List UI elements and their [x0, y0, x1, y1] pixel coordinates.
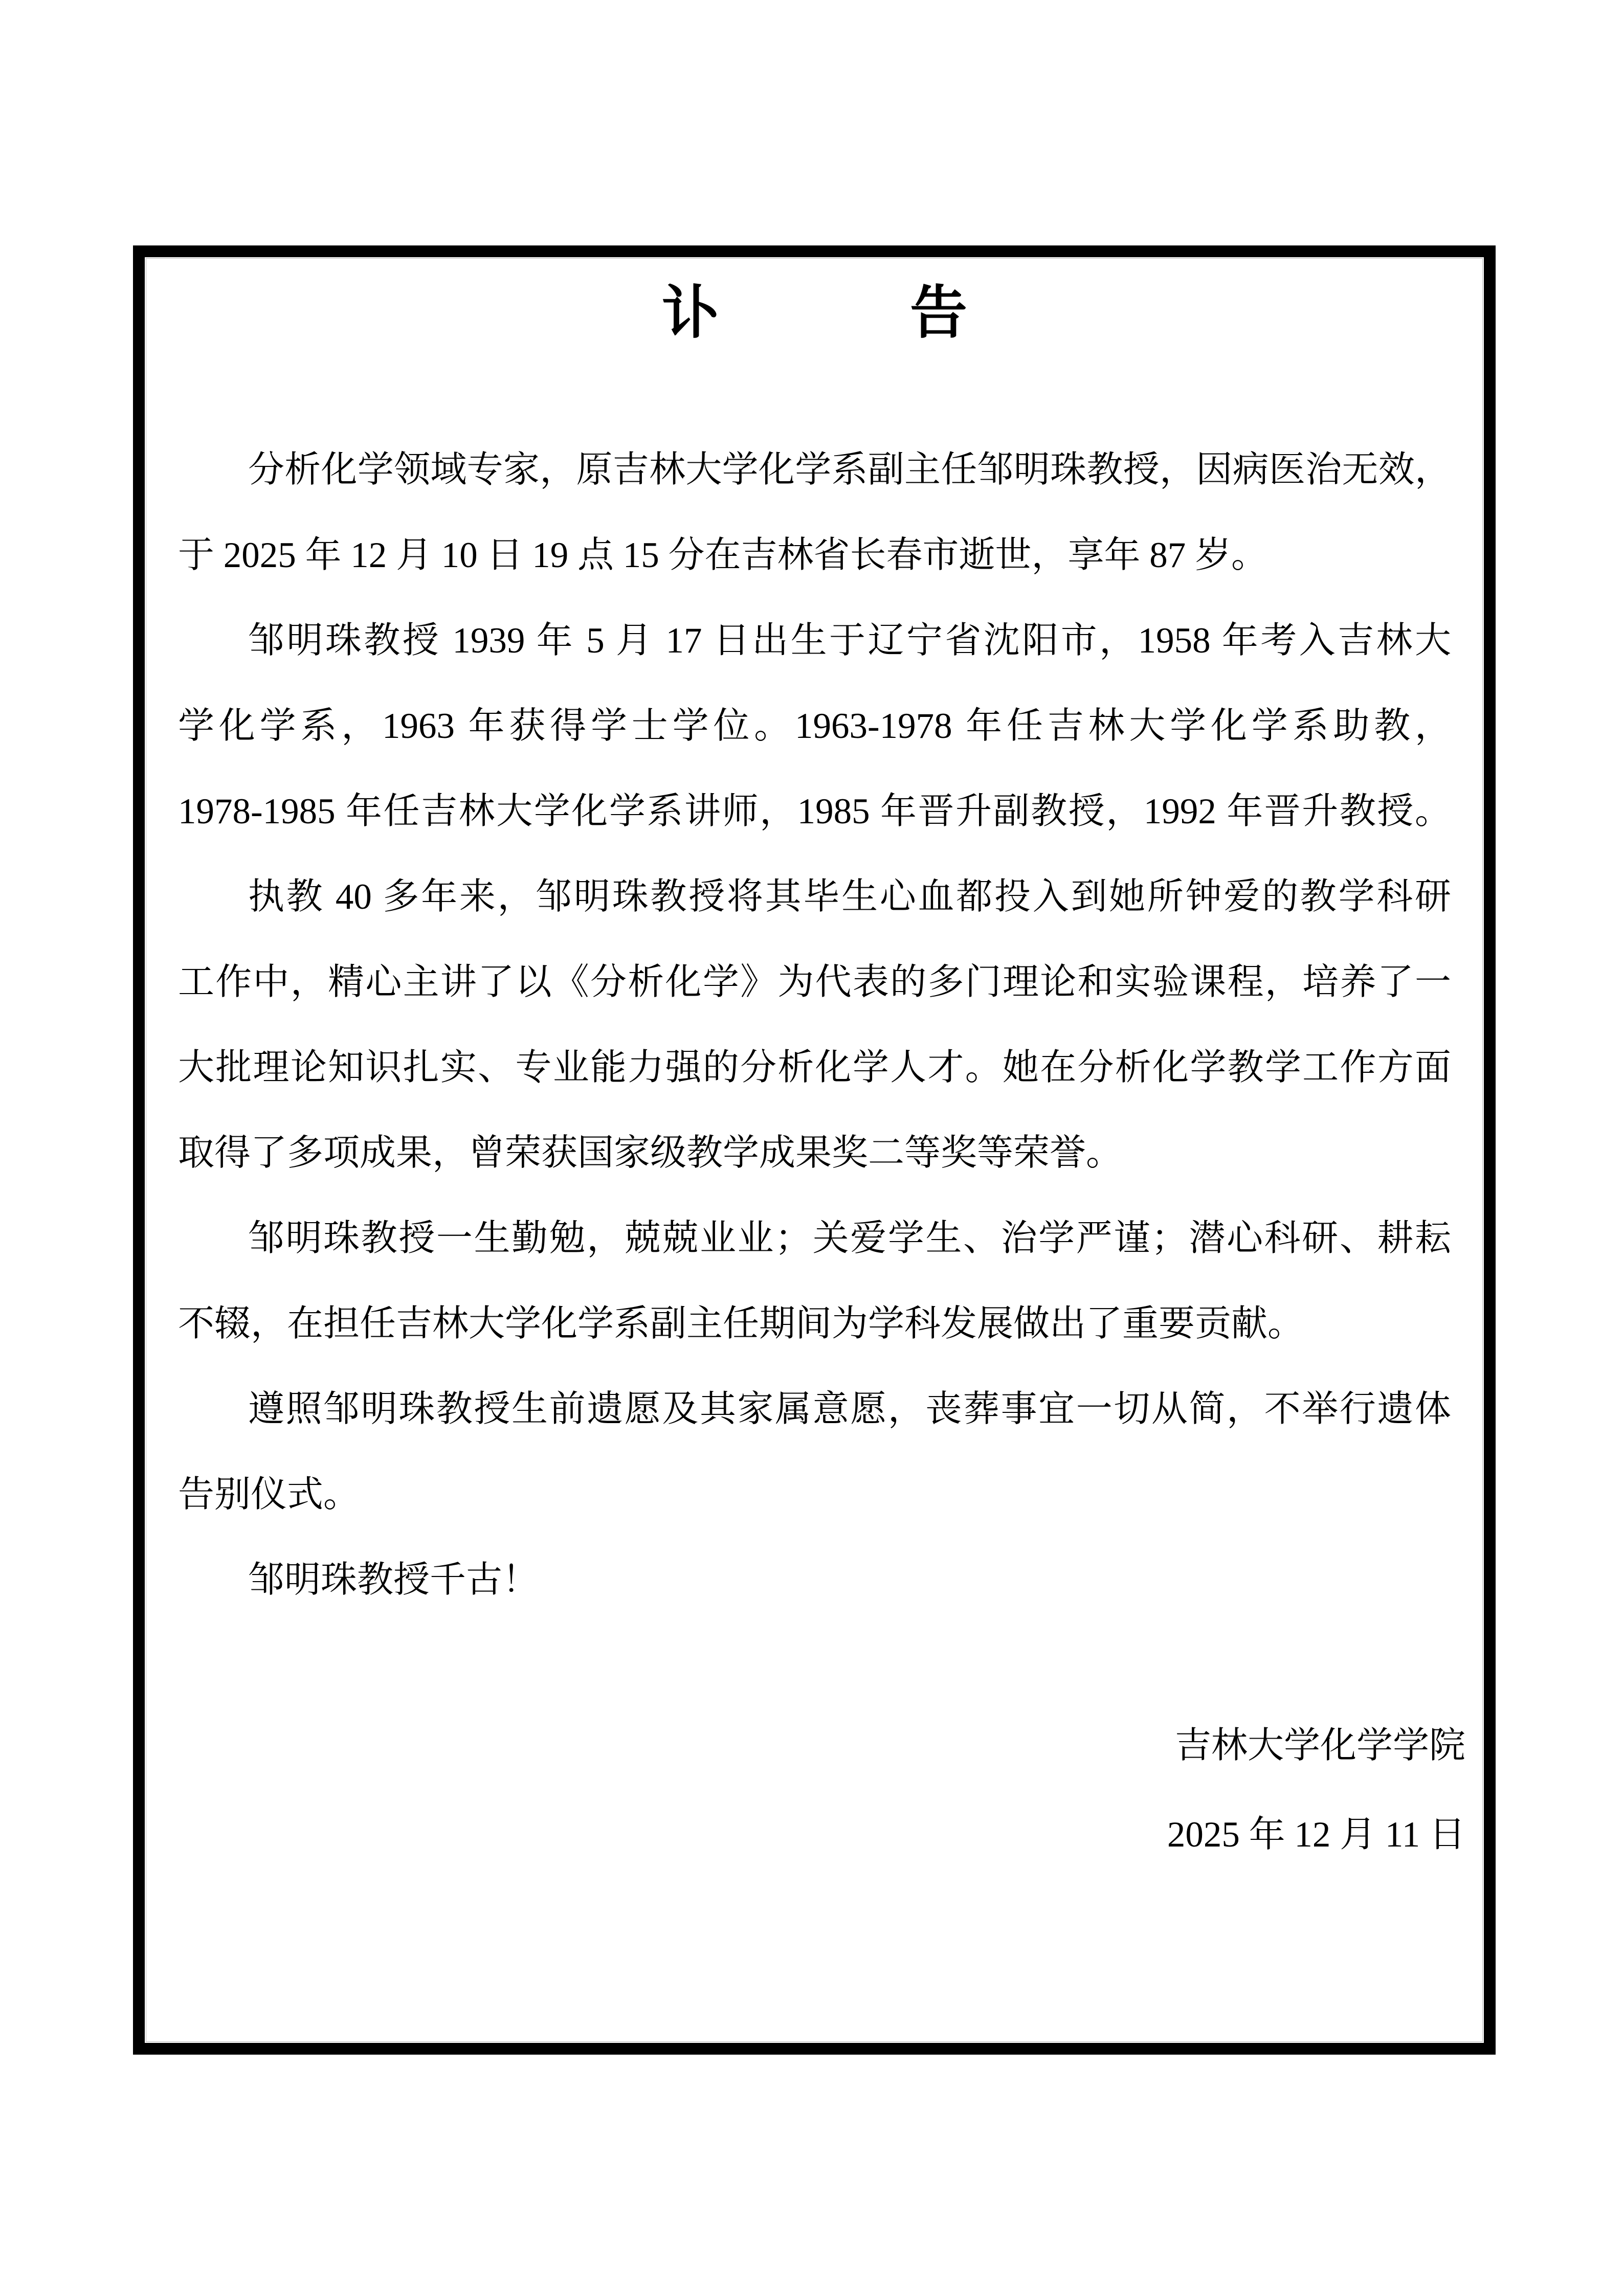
title-char-2: 告: [910, 282, 967, 345]
paragraph-line: 遵照邹明珠教授生前遗愿及其家属意愿，丧葬事宜一切从简，不举行遗体: [248, 1389, 1451, 1429]
paragraph-line: 于 2025 年 12 月 10 日 19 点 15 分在吉林省长春市逝世，享年 87 岁。: [178, 535, 1268, 575]
paragraph-line: 工作中，精心主讲了以《分析化学》为代表的多门理论和实验课程，培养了一: [178, 962, 1451, 1002]
notice-title: [178, 282, 1451, 345]
body-paragraph: [178, 1538, 1451, 1623]
body-paragraph: [178, 854, 1451, 1196]
paragraph-line: 取得了多项成果，曾荣获国家级教学成果奖二等奖等荣誉。: [178, 1133, 1123, 1173]
body-paragraph: [178, 1367, 1451, 1538]
paragraph-line: 告别仪式。: [178, 1475, 360, 1515]
paragraph-line: 大批理论知识扎实、专业能力强的分析化学人才。她在分析化学教学工作方面: [178, 1048, 1451, 1088]
body-paragraph: [178, 1196, 1451, 1367]
signature-date: 2025 年 12 月 11 日: [1167, 1815, 1465, 1855]
paragraph-line: 邹明珠教授千古！: [248, 1560, 539, 1600]
body-paragraph: [178, 598, 1451, 854]
paragraph-line: 邹明珠教授一生勤勉，兢兢业业；关爱学生、治学严谨；潜心科研、耕耘: [248, 1219, 1451, 1258]
paragraph-line: 执教 40 多年来，邹明珠教授将其毕生心血都投入到她所钟爱的教学科研: [248, 877, 1451, 917]
paragraph-line: 学化学系，1963 年获得学士学位。1963-1978 年任吉林大学化学系助教，: [178, 706, 1451, 746]
notice-body: [178, 427, 1451, 1623]
title-char-1: 讣: [662, 282, 719, 345]
paragraph-line: 邹明珠教授 1939 年 5 月 17 日出生于辽宁省沈阳市，1958 年考入吉林大: [248, 621, 1451, 661]
notice-content: [145, 257, 1484, 2043]
notice-border-frame: [133, 245, 1496, 2055]
paragraph-line: 不辍，在担任吉林大学化学系副主任期间为学科发展做出了重要贡献。: [178, 1304, 1304, 1344]
paragraph-line: 1978-1985 年任吉林大学化学系讲师，1985 年晋升副教授，1992 年晋升教授。: [178, 792, 1451, 831]
paragraph-line: 分析化学领域专家，原吉林大学化学系副主任邹明珠教授，因病医治无效，: [248, 450, 1451, 490]
signature-org: 吉林大学化学学院: [1174, 1726, 1465, 1766]
signature-block: [178, 1701, 1465, 1879]
body-paragraph: [178, 427, 1451, 598]
